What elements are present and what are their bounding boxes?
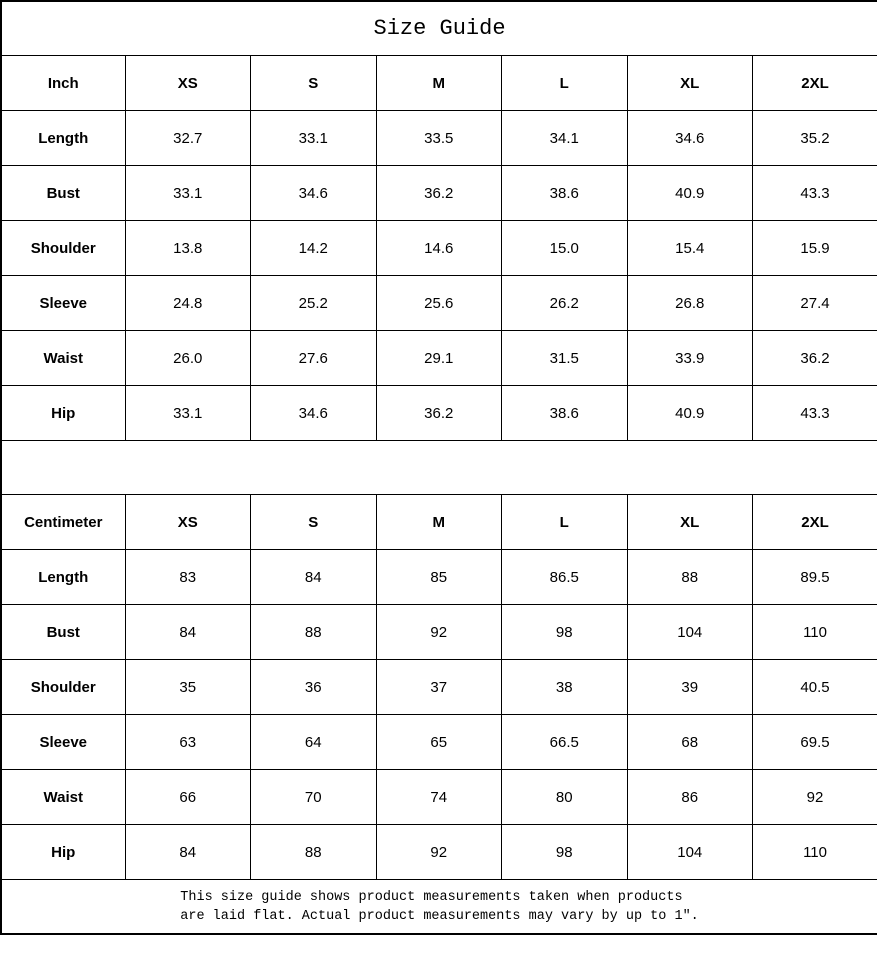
footnote-line-2: are laid flat. Actual product measurements may vary by up to 1″. [180, 908, 699, 924]
measurement-cell: 36.2 [376, 166, 502, 221]
measurement-cell: 24.8 [125, 276, 251, 331]
title-row [1, 1, 877, 56]
size-header-xl: XL [627, 56, 753, 111]
measurement-cell: 74 [376, 770, 502, 825]
measurement-cell: 33.5 [376, 111, 502, 166]
measurement-cell: 86 [627, 770, 753, 825]
measurement-cell: 98 [502, 825, 628, 880]
measurement-cell: 34.6 [627, 111, 753, 166]
measurement-cell: 33.1 [251, 111, 377, 166]
row-label-bust: Bust [1, 166, 125, 221]
measurement-cell: 70 [251, 770, 377, 825]
measurement-cell: 40.9 [627, 166, 753, 221]
measurement-cell: 26.2 [502, 276, 628, 331]
measurement-cell: 66 [125, 770, 251, 825]
measurement-cell: 98 [502, 605, 628, 660]
footnote-cell [1, 880, 877, 935]
measurement-cell: 88 [251, 605, 377, 660]
inch-row-waist [1, 331, 877, 386]
inch-row-bust [1, 166, 877, 221]
measurement-cell: 36.2 [376, 386, 502, 441]
measurement-cell: 64 [251, 715, 377, 770]
size-header-2xl: 2XL [753, 495, 877, 550]
measurement-cell: 40.9 [627, 386, 753, 441]
measurement-cell: 32.7 [125, 111, 251, 166]
cm-row-bust [1, 605, 877, 660]
measurement-cell: 110 [753, 605, 877, 660]
size-header-2xl: 2XL [753, 56, 877, 111]
measurement-cell: 85 [376, 550, 502, 605]
measurement-cell: 26.0 [125, 331, 251, 386]
measurement-cell: 84 [251, 550, 377, 605]
size-header-s: S [251, 56, 377, 111]
row-label-shoulder: Shoulder [1, 221, 125, 276]
row-label-sleeve: Sleeve [1, 715, 125, 770]
measurement-cell: 43.3 [753, 166, 877, 221]
measurement-cell: 15.4 [627, 221, 753, 276]
measurement-cell: 15.0 [502, 221, 628, 276]
measurement-cell: 92 [376, 605, 502, 660]
size-header-m: M [376, 495, 502, 550]
size-header-xs: XS [125, 495, 251, 550]
row-label-length: Length [1, 550, 125, 605]
measurement-cell: 14.2 [251, 221, 377, 276]
cm-row-hip [1, 825, 877, 880]
cm-row-sleeve [1, 715, 877, 770]
size-header-s: S [251, 495, 377, 550]
measurement-cell: 40.5 [753, 660, 877, 715]
row-label-shoulder: Shoulder [1, 660, 125, 715]
row-label-hip: Hip [1, 386, 125, 441]
measurement-cell: 29.1 [376, 331, 502, 386]
measurement-cell: 92 [376, 825, 502, 880]
cm-row-waist [1, 770, 877, 825]
measurement-cell: 104 [627, 825, 753, 880]
size-header-l: L [502, 495, 628, 550]
size-header-xs: XS [125, 56, 251, 111]
measurement-cell: 104 [627, 605, 753, 660]
measurement-cell: 27.6 [251, 331, 377, 386]
measurement-cell: 89.5 [753, 550, 877, 605]
row-label-hip: Hip [1, 825, 125, 880]
measurement-cell: 25.2 [251, 276, 377, 331]
cm-row-shoulder [1, 660, 877, 715]
measurement-cell: 38.6 [502, 386, 628, 441]
spacer-row [1, 441, 877, 495]
measurement-cell: 35.2 [753, 111, 877, 166]
measurement-cell: 63 [125, 715, 251, 770]
measurement-cell: 86.5 [502, 550, 628, 605]
measurement-cell: 33.9 [627, 331, 753, 386]
measurement-cell: 39 [627, 660, 753, 715]
inch-row-shoulder [1, 221, 877, 276]
measurement-cell: 68 [627, 715, 753, 770]
measurement-cell: 92 [753, 770, 877, 825]
measurement-cell: 34.6 [251, 166, 377, 221]
cm-header-row [1, 495, 877, 550]
row-label-bust: Bust [1, 605, 125, 660]
measurement-cell: 31.5 [502, 331, 628, 386]
measurement-cell: 14.6 [376, 221, 502, 276]
measurement-cell: 83 [125, 550, 251, 605]
measurement-cell: 33.1 [125, 166, 251, 221]
measurement-cell: 80 [502, 770, 628, 825]
measurement-cell: 36 [251, 660, 377, 715]
measurement-cell: 33.1 [125, 386, 251, 441]
measurement-cell: 38.6 [502, 166, 628, 221]
inch-unit-header: Inch [1, 56, 125, 111]
row-label-waist: Waist [1, 331, 125, 386]
footnote-row [1, 880, 877, 935]
measurement-cell: 84 [125, 605, 251, 660]
table-gap [1, 441, 877, 495]
measurement-cell: 15.9 [753, 221, 877, 276]
measurement-cell: 88 [251, 825, 377, 880]
measurement-cell: 69.5 [753, 715, 877, 770]
measurement-cell: 36.2 [753, 331, 877, 386]
measurement-cell: 38 [502, 660, 628, 715]
measurement-cell: 26.8 [627, 276, 753, 331]
inch-row-sleeve [1, 276, 877, 331]
measurement-cell: 84 [125, 825, 251, 880]
measurement-cell: 13.8 [125, 221, 251, 276]
size-header-xl: XL [627, 495, 753, 550]
measurement-cell: 35 [125, 660, 251, 715]
inch-header-row [1, 56, 877, 111]
measurement-cell: 66.5 [502, 715, 628, 770]
footnote-text [180, 888, 698, 926]
page-title: Size Guide [1, 1, 877, 56]
row-label-waist: Waist [1, 770, 125, 825]
measurement-cell: 25.6 [376, 276, 502, 331]
cm-unit-header: Centimeter [1, 495, 125, 550]
measurement-cell: 34.6 [251, 386, 377, 441]
measurement-cell: 88 [627, 550, 753, 605]
footnote-line-1: This size guide shows product measurements taken when products [180, 889, 683, 905]
inch-row-hip [1, 386, 877, 441]
measurement-cell: 37 [376, 660, 502, 715]
size-header-l: L [502, 56, 628, 111]
measurement-cell: 27.4 [753, 276, 877, 331]
measurement-cell: 65 [376, 715, 502, 770]
measurement-cell: 43.3 [753, 386, 877, 441]
inch-row-length [1, 111, 877, 166]
row-label-sleeve: Sleeve [1, 276, 125, 331]
measurement-cell: 110 [753, 825, 877, 880]
measurement-cell: 34.1 [502, 111, 628, 166]
row-label-length: Length [1, 111, 125, 166]
cm-row-length [1, 550, 877, 605]
size-header-m: M [376, 56, 502, 111]
